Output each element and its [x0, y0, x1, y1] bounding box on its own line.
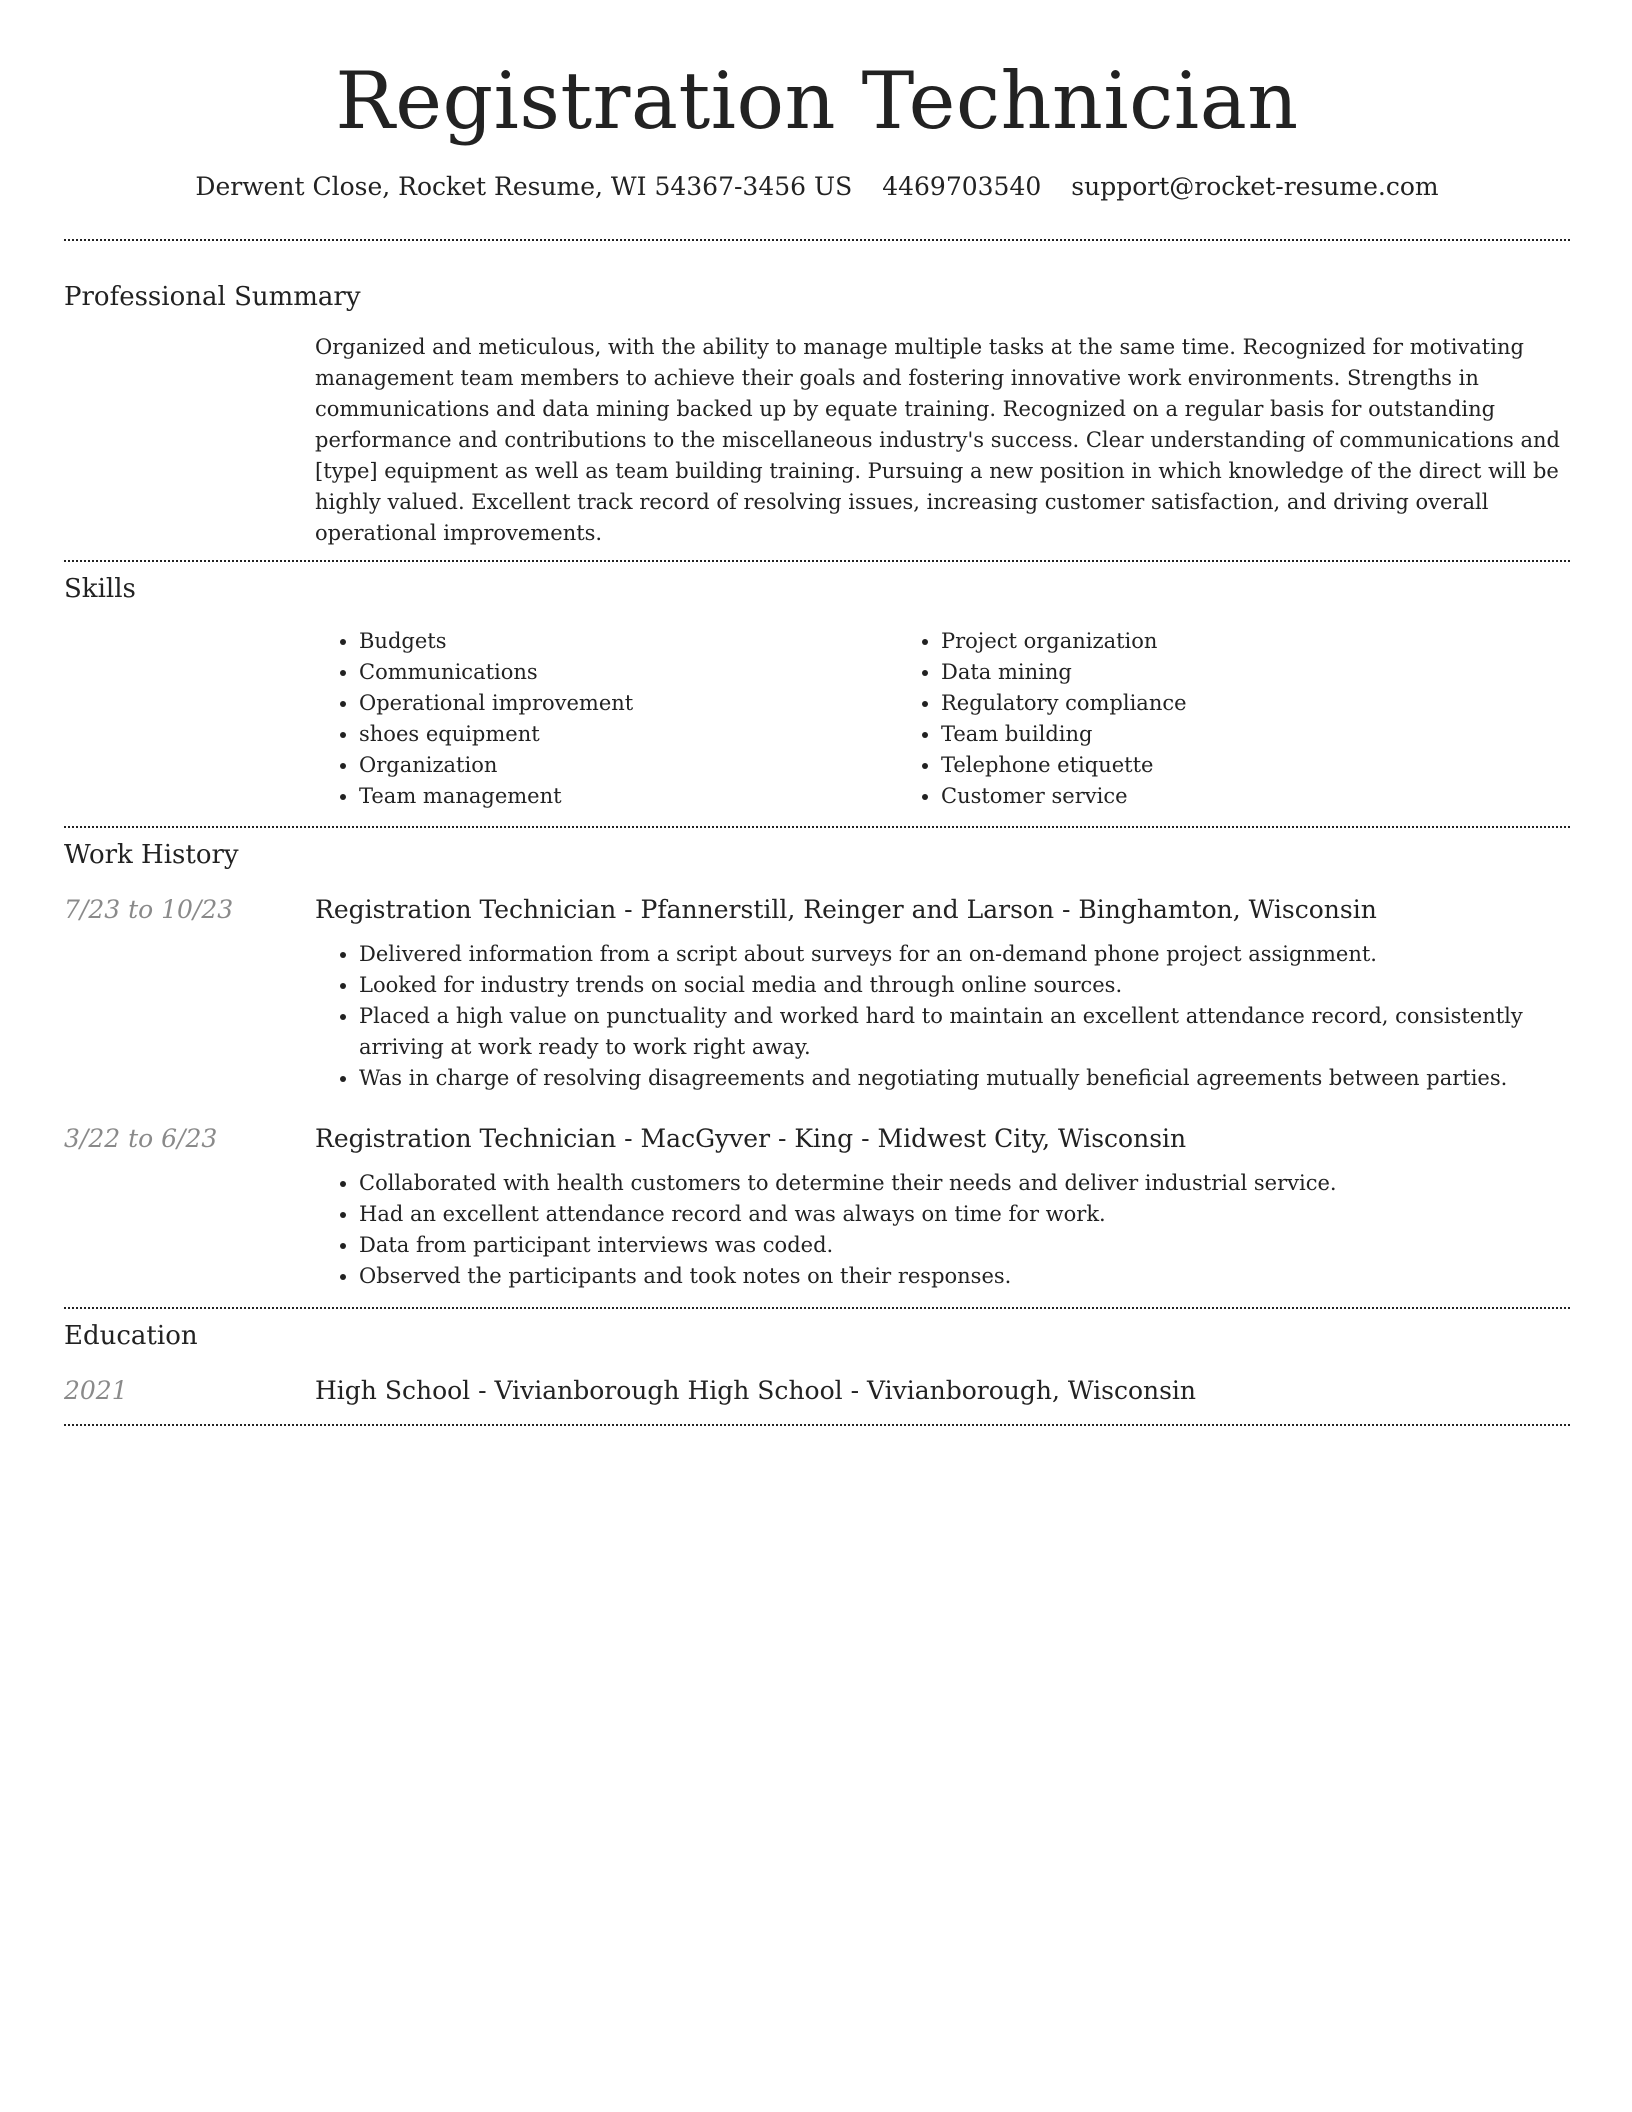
job-body — [315, 893, 1570, 1094]
skill-item: • Operational improvement — [359, 688, 887, 719]
job-entry — [64, 1122, 1570, 1292]
section-title-education: Education — [64, 1321, 198, 1351]
skill-item: • Communications — [359, 657, 887, 688]
section-title-skills: Skills — [64, 574, 136, 604]
skill-item: • Budgets — [359, 626, 887, 657]
job-bullet: • Collaborated with health customers to determine their needs and deliver industrial service. — [359, 1168, 1570, 1199]
skill-item: • Regulatory compliance — [941, 688, 1459, 719]
skill-item: • Customer service — [941, 781, 1459, 812]
job-bullets — [315, 939, 1570, 1094]
divider — [64, 826, 1570, 828]
skills-column-right — [887, 626, 1459, 812]
resume-page — [64, 0, 1570, 1426]
job-bullet: • Had an excellent attendance record and was always on time for work. — [359, 1199, 1570, 1230]
education-title: High School - Vivianborough High School - Vivianborough, Wisconsin — [315, 1376, 1197, 1405]
job-title: Registration Technician - MacGyver - King - Midwest City, Wisconsin — [315, 1124, 1187, 1153]
job-bullet: • Placed a high value on punctuality and worked hard to maintain an excellent attendance record, consistently arriving at work ready to work right away. — [359, 1001, 1570, 1063]
job-date: 7/23 to 10/23 — [64, 895, 234, 924]
education-entry — [64, 1374, 1570, 1408]
skill-item: • Data mining — [941, 657, 1459, 688]
section-title-summary: Professional Summary — [64, 282, 361, 312]
job-body — [315, 1122, 1570, 1292]
skills-column-left — [315, 626, 887, 812]
divider — [64, 1307, 1570, 1309]
skill-item: • shoes equipment — [359, 719, 887, 750]
job-bullet: • Looked for industry trends on social media and through online sources. — [359, 970, 1570, 1001]
summary-content — [315, 332, 1570, 549]
resume-name: Registration Technician — [335, 55, 1299, 147]
skill-item: • Organization — [359, 750, 887, 781]
contact-email: support@rocket-resume.com — [1071, 172, 1439, 201]
divider — [64, 560, 1570, 562]
job-entry — [64, 893, 1570, 1094]
divider — [64, 1424, 1570, 1426]
skill-item: • Project organization — [941, 626, 1459, 657]
job-date: 3/22 to 6/23 — [64, 1124, 218, 1153]
education-date: 2021 — [64, 1376, 128, 1405]
job-bullets — [315, 1168, 1570, 1292]
job-bullet: • Observed the participants and took notes on their responses. — [359, 1261, 1570, 1292]
contact-address: Derwent Close, Rocket Resume, WI 54367-3456 US — [195, 172, 853, 201]
summary-text: Organized and meticulous, with the ability to manage multiple tasks at the same time. Recognized for motivating management team members to achieve their goals and fostering innovative work environments. Strengths in communications and data mining backed up by equate training. Recognized on a regular basis for outstanding performance and contributions to the miscellaneous industry's success. Clear understanding of communications and [type] equipment as well as team building training. Pursuing a new position in which knowledge of the direct will be highly valued. Excellent track record of resolving issues, increasing customer satisfaction, and driving overall operational improvements. — [315, 335, 1560, 545]
divider — [64, 239, 1570, 241]
job-bullet: • Was in charge of resolving disagreements and negotiating mutually beneficial agreements between parties. — [359, 1063, 1570, 1094]
job-title: Registration Technician - Pfannerstill, Reinger and Larson - Binghamton, Wisconsin — [315, 895, 1377, 924]
contact-line — [64, 170, 1570, 204]
contact-phone: 4469703540 — [882, 172, 1042, 201]
job-bullet: • Data from participant interviews was coded. — [359, 1230, 1570, 1261]
job-bullet: • Delivered information from a script about surveys for an on-demand phone project assignment. — [359, 939, 1570, 970]
skill-item: • Team management — [359, 781, 887, 812]
section-title-work: Work History — [64, 840, 239, 870]
education-body — [315, 1374, 1570, 1408]
skill-item: • Team building — [941, 719, 1459, 750]
skills-list — [315, 626, 1570, 812]
skill-item: • Telephone etiquette — [941, 750, 1459, 781]
